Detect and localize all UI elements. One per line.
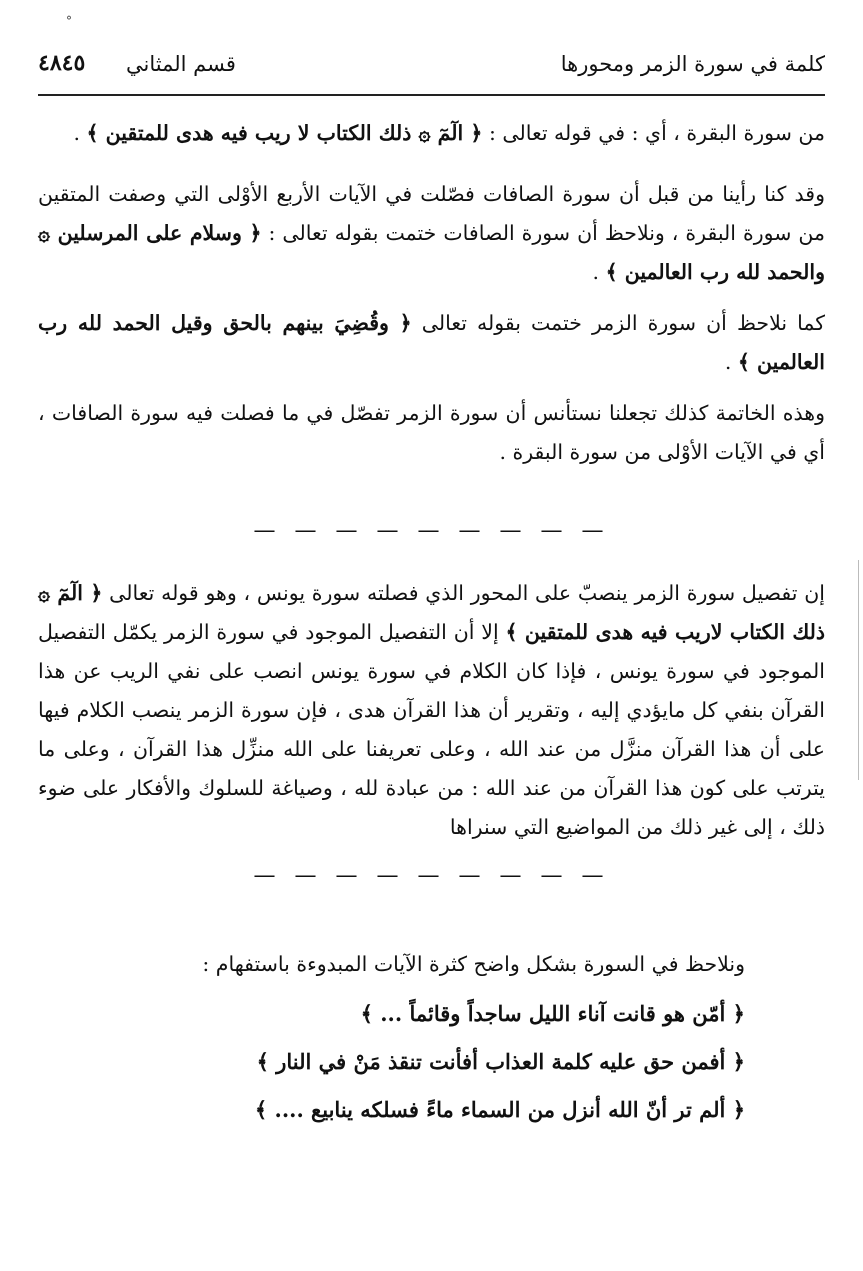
paragraph-5: [38, 574, 825, 847]
header-section: قسم المثاني: [126, 52, 236, 76]
page-number: ٤٨٤٥: [38, 50, 86, 76]
paragraph-1-text: من سورة البقرة ، أي : في قوله تعالى :: [488, 121, 825, 145]
quran-quote-4: ﴿ الٓمٓ ۞ ذلك الكتاب لاريب فيه هدى للمتقين ﴾: [38, 581, 825, 644]
header-title: كلمة في سورة الزمر ومحورها: [560, 52, 825, 76]
running-header: [38, 44, 825, 88]
paragraph-2-text: وقد كنا رأينا من قبل أن سورة الصافات فصّلت في الآيات الأربع الأوْلى التي وصفت المتقين من سورة البقرة ، ونلاحظ أن سورة الصافات ختمت بقوله تعالى :: [38, 182, 825, 245]
paragraph-3-text: كما نلاحظ أن سورة الزمر ختمت بقوله تعالى: [421, 311, 825, 335]
verse-line: ﴿ ألم تر أنّ الله أنزل من السماء ماءً فسلكه ينابيع .... ﴾: [254, 1097, 745, 1122]
margin-dot: °: [66, 14, 72, 28]
quran-quote-2: ﴿ وسلام على المرسلين ۞ والحمد لله رب العالمين ﴾: [38, 221, 825, 284]
page-body: [38, 114, 825, 1134]
paragraph-1-end: .: [73, 121, 80, 145]
verses-block: [38, 945, 825, 1134]
page-edge-line: [858, 560, 859, 780]
quran-quote-1: ﴿ الٓمٓ ۞ ذلك الكتاب لا ريب فيه هدى للمتقين ﴾: [86, 121, 483, 145]
paragraph-3-end: .: [724, 350, 732, 374]
paragraph-1: [38, 114, 825, 153]
paragraph-3: [38, 304, 825, 382]
verses-intro: ونلاحظ في السورة بشكل واضح كثرة الآيات المبدوءة باستفهام :: [202, 952, 745, 976]
paragraph-2-end: .: [592, 260, 600, 284]
section-separator: — — — — — — — — —: [253, 518, 610, 543]
paragraph-5-text-after: إلا أن التفصيل الموجود في سورة الزمر يكمّل التفصيل الموجود في سورة يونس ، فإذا كان الكلام في سورة يونس انصب على نفي الريب عن هذا القرآن بنفي كل مايؤدي إليه ، وتقرير أن هذا القرآن هدى ، فإن سورة الزمر ينصب الكلام فيها على أن هذا القرآن منزَّل من عند الله ، وعلى تعريفنا على الله منزِّل هذا القرآن ، وعلى ما يترتب على كون هذا القرآن من عند الله : من عبادة لله ، وصياغة للسلوك والأفكار على ضوء ذلك ، إلى غير ذلك من المواضيع التي سنراها: [38, 620, 825, 839]
section-separator: — — — — — — — — —: [253, 863, 610, 888]
verse-line: ﴿ أفمن حق عليه كلمة العذاب أفأنت تنقذ مَنْ في النار ﴾: [256, 1049, 745, 1074]
quran-quote-3: ﴿ وقُضِيَ بينهم بالحق وقيل الحمد لله رب العالمين ﴾: [38, 311, 825, 374]
verse-line: ﴿ أمّن هو قانت آناء الليل ساجداً وقائماً ... ﴾: [360, 1001, 745, 1026]
header-rule: [38, 94, 825, 96]
paragraph-2: [38, 175, 825, 292]
paragraph-4: وهذه الخاتمة كذلك تجعلنا نستأنس أن سورة الزمر تفصّل في ما فصلت فيه سورة الصافات ، أي في الآيات الأوْلى من سورة البقرة .: [38, 401, 825, 464]
paragraph-5-text-before: إن تفصيل سورة الزمر ينصبّ على المحور الذي فصلته سورة يونس ، وهو قوله تعالى: [109, 581, 825, 605]
